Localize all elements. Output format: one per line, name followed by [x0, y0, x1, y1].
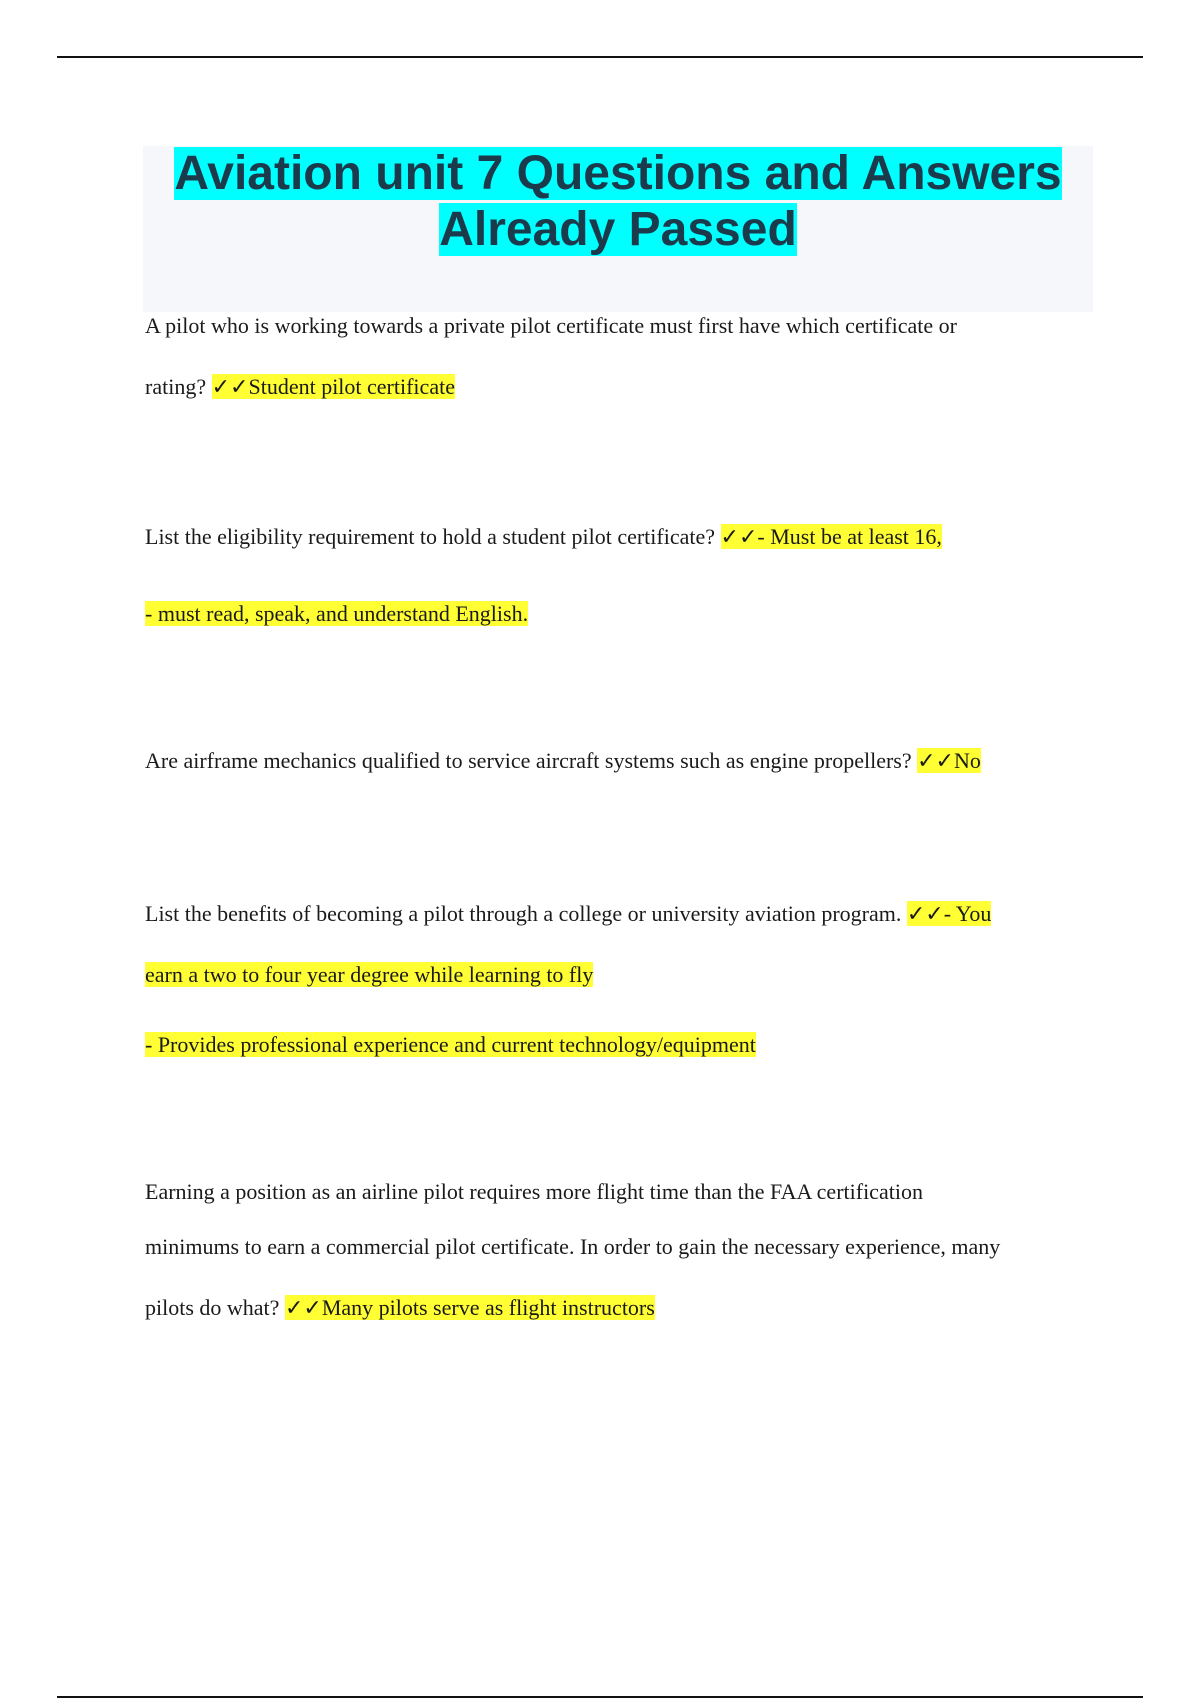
question-text: rating? [145, 374, 212, 399]
double-check-icon: ✓✓ [284, 1296, 322, 1321]
answer-text: - You [943, 901, 992, 926]
qa-line [145, 899, 1095, 929]
answer-text: - Provides professional experience and current technology/equipment [145, 1032, 756, 1057]
qa-line [145, 960, 1095, 990]
qa-item-1 [145, 311, 1095, 402]
qa-item-2 [145, 522, 1095, 629]
answer-highlight [212, 374, 455, 399]
qa-line [145, 1177, 1095, 1207]
qa-item-4 [145, 899, 1095, 1060]
top-rule [57, 56, 1143, 58]
question-text: Earning a position as an airline pilot requires more flight time than the FAA certification [145, 1179, 923, 1204]
answer-highlight [917, 748, 981, 773]
answer-highlight [285, 1295, 655, 1320]
double-check-icon: ✓✓ [917, 749, 954, 774]
qa-line [145, 1232, 1095, 1262]
double-check-icon: ✓✓ [720, 525, 758, 550]
answer-highlight [907, 901, 992, 926]
answer-text: No [954, 748, 981, 773]
title-line-1: Aviation unit 7 Questions and Answers [174, 147, 1062, 200]
bottom-rule [57, 1696, 1143, 1698]
qa-item-5 [145, 1177, 1095, 1323]
qa-item-3 [145, 746, 1095, 776]
qa-line [145, 1030, 1095, 1060]
question-text: minimums to earn a commercial pilot certificate. In order to gain the necessary experience, many [145, 1234, 1001, 1259]
answer-highlight [721, 524, 942, 549]
answer-text: Student pilot certificate [248, 374, 455, 399]
question-text: List the eligibility requirement to hold a student pilot certificate? [145, 524, 721, 549]
qa-line [145, 1293, 1095, 1323]
double-check-icon: ✓✓ [906, 902, 944, 927]
question-text: pilots do what? [145, 1295, 285, 1320]
question-text: A pilot who is working towards a private pilot certificate must first have which certificate or [145, 313, 957, 338]
document-title [143, 146, 1093, 258]
qa-line [145, 746, 1095, 776]
answer-text: - Must be at least 16, [757, 524, 942, 549]
double-check-icon: ✓✓ [211, 375, 249, 400]
qa-line [145, 522, 1095, 552]
qa-line [145, 599, 1095, 629]
qa-line [145, 311, 1095, 341]
title-block [143, 146, 1093, 312]
question-text: List the benefits of becoming a pilot through a college or university aviation program. [145, 901, 907, 926]
answer-text: - must read, speak, and understand English. [145, 601, 529, 626]
title-line-2: Already Passed [439, 203, 797, 256]
question-text: Are airframe mechanics qualified to service aircraft systems such as engine propellers? [145, 748, 918, 773]
qa-line [145, 372, 1095, 402]
answer-text: Many pilots serve as flight instructors [321, 1295, 655, 1320]
answer-text: earn a two to four year degree while learning to fly [145, 962, 594, 987]
